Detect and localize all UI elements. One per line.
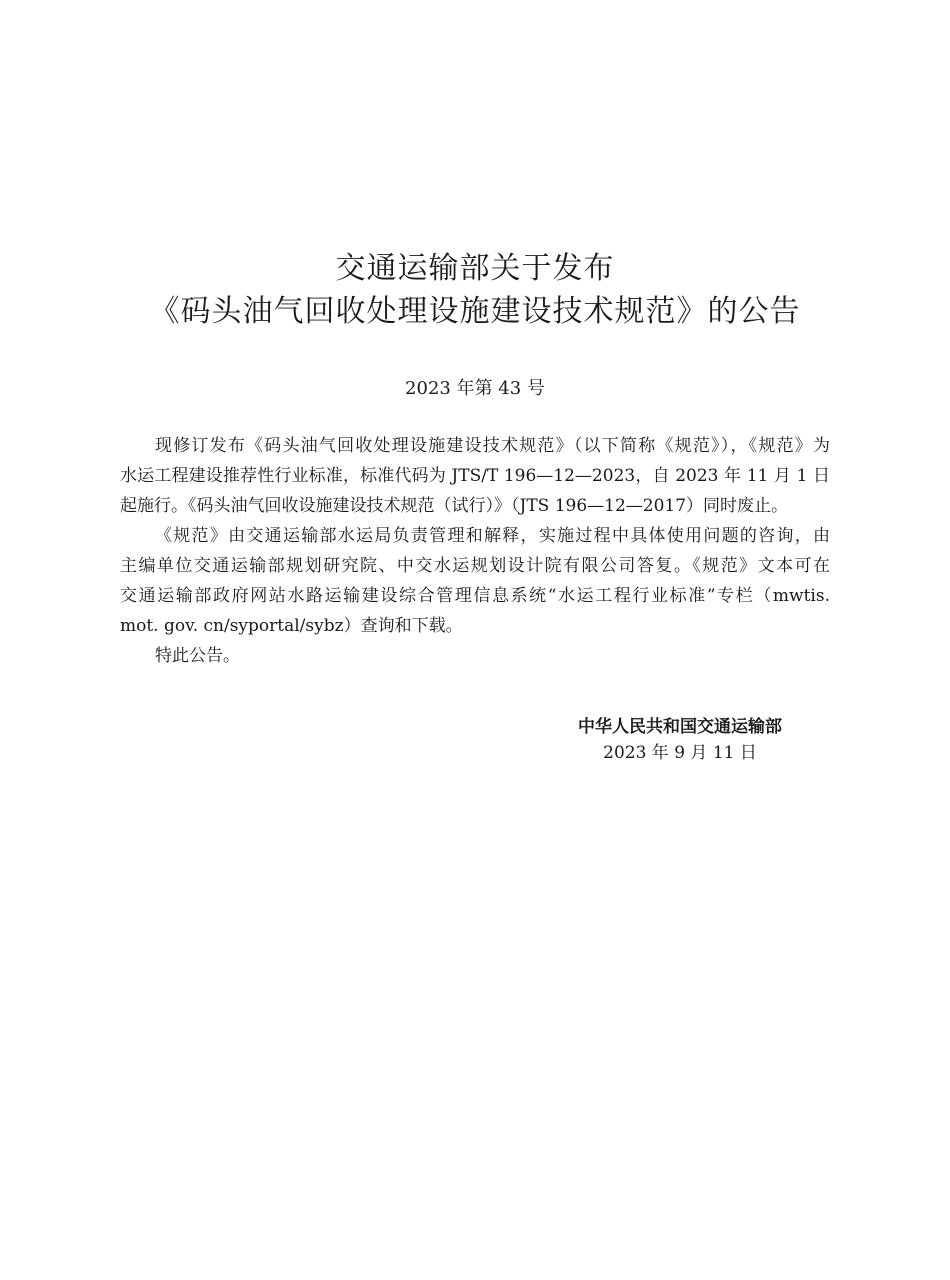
body-line: 交通运输部政府网站水路运输建设综合管理信息系统“水运工程行业标准”专栏（mwtis. — [120, 586, 830, 606]
notice-title-line-1: 交通运输部关于发布 — [335, 251, 615, 286]
body-line: 《规范》由交通运输部水运局负责管理和解释，实施过程中具体使用问题的咨询，由 — [155, 526, 830, 546]
closing-line: 特此公告。 — [155, 646, 240, 666]
notice-number: 2023 年第 43 号 — [405, 378, 545, 399]
body-line: 现修订发布《码头油气回收处理设施建设技术规范》（以下简称《规范》），《规范》为 — [155, 436, 830, 456]
body-line: mot. gov. cn/syportal/sybz）查询和下载。 — [120, 616, 463, 636]
body-line: 主编单位交通运输部规划研究院、中交水运规划设计院有限公司答复。《规范》文本可在 — [120, 556, 830, 576]
notice-title-line-2: 《码头油气回收处理设施建设技术规范》的公告 — [149, 294, 801, 329]
body-line: 起施行。《码头油气回收设施建设技术规范（试行）》（JTS 196—12—2017）同时废止。 — [120, 496, 789, 516]
body-line: 水运工程建设推荐性行业标准，标准代码为 JTS/T 196—12—2023，自 2023 年 11 月 1 日 — [120, 466, 830, 486]
signature-organization: 中华人民共和国交通运输部 — [578, 717, 782, 737]
signature-date: 2023 年 9 月 11 日 — [603, 743, 757, 763]
